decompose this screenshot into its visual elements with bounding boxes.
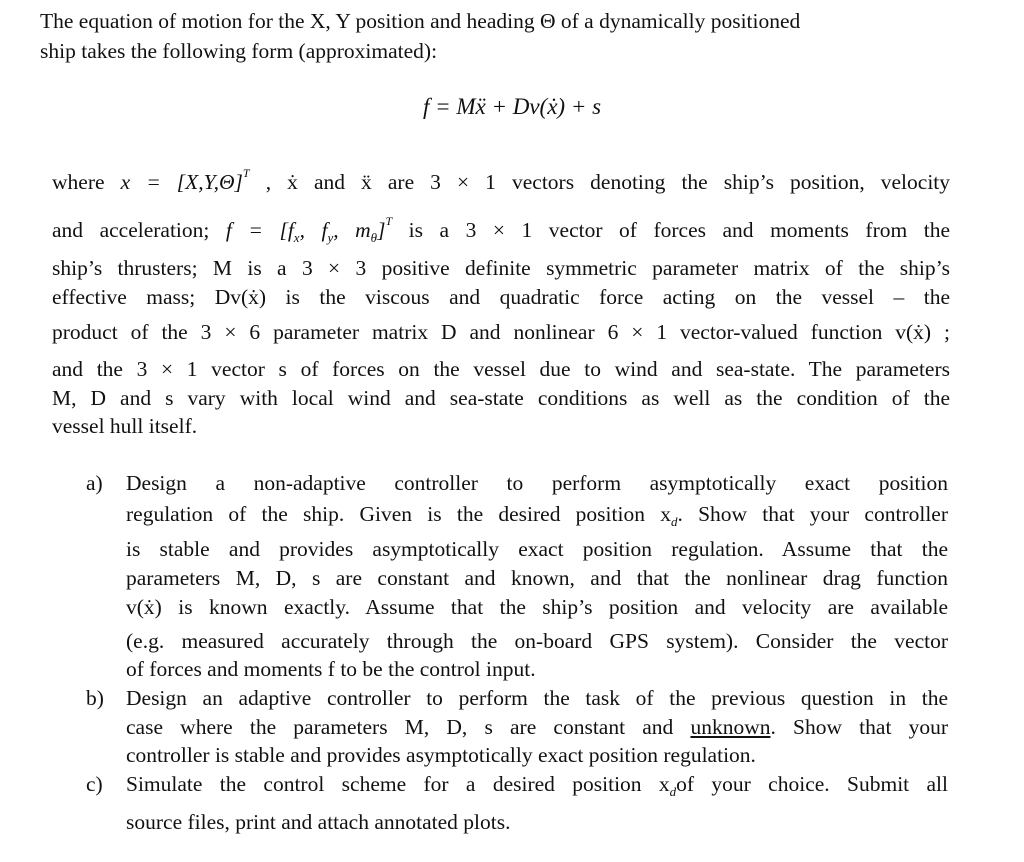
- intro-paragraph: [40, 6, 950, 66]
- question-marker: a): [86, 471, 103, 495]
- intro-line-1: The equation of motion for the X, Y position and heading Θ of a dynamically positioned: [40, 9, 801, 33]
- question-marker: b): [86, 686, 104, 710]
- where-line: where $x = [X,Y,\Theta]^T$ , ẋ and ẍ are 3 × 1 vectors denoting the ship’s position, velocity: [52, 166, 951, 194]
- definition-line-8: vessel hull itself.: [52, 414, 198, 438]
- equation-of-motion: f = Mẍ + Dv(ẋ) + s: [422, 94, 602, 119]
- definition-line-7: M, D and s vary with local wind and sea-state conditions as well as the condition of the: [52, 386, 950, 410]
- question-b: b) Design an adaptive controller to perform the task of the previous question in the case where the parameters M, D, s are constant and unknown. Show that your controller is stable and provides asymptotically exact position regulation.: [86, 686, 948, 767]
- definition-line-4: effective mass; Dv(ẋ) is the viscous and quadratic force acting on the vessel – the: [52, 285, 950, 309]
- intro-line-2: ship takes the following form (approximated):: [40, 39, 438, 63]
- force-vector-line: and acceleration; $f = [f_x$, $f_y$, $m_\theta]^T$ is a 3 × 1 vector of forces and moments from the: [52, 214, 951, 245]
- question-a: a) Design a non-adaptive controller to perform asymptotically exact position regulation of the ship. Given is the desired position $x_d$. Show that your controller is stable and provides asymptotically exact position regulation. Assume that the parameters M, D, s are constant and known, and that the nonlinear drag function v(ẋ) is known exactly. Assume that the ship’s position and velocity are available (e.g. measured accurately through the on-board GPS system). Consider the vector of forces and moments f to be the control input.: [86, 471, 948, 681]
- definition-line-5: product of the 3 × 6 parameter matrix D and nonlinear 6 × 1 vector-valued function v(ẋ) ;: [52, 320, 950, 344]
- definition-line-6: and the 3 × 1 vector s of forces on the vessel due to wind and sea-state. The parameters: [52, 357, 950, 381]
- question-marker: c): [86, 772, 103, 796]
- question-c: c) Simulate the control scheme for a desired position $x_dof$ your choice. Submit all source files, print and attach annotated plots.: [86, 772, 948, 834]
- definition-line-3: ship’s thrusters; M is a 3 × 3 positive definite symmetric parameter matrix of the ship’s: [52, 256, 950, 280]
